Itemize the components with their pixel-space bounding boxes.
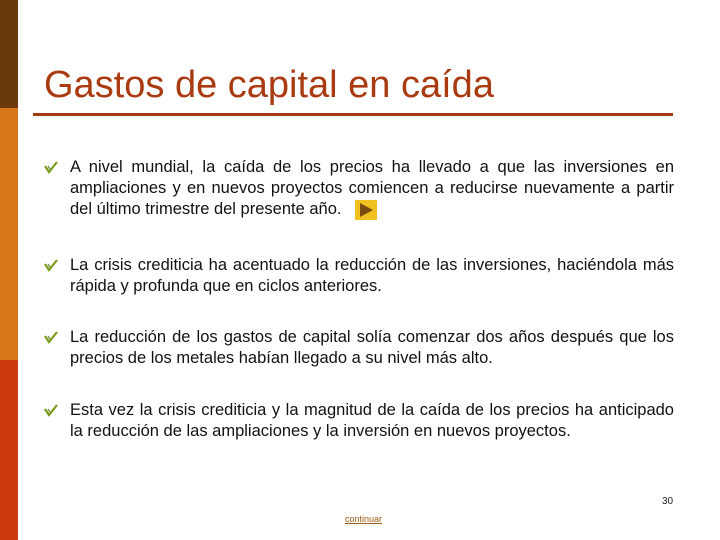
checkmark-bullet-icon xyxy=(44,330,58,344)
bullet-item xyxy=(44,400,674,442)
bullet-item xyxy=(44,157,674,220)
bullet-text: A nivel mundial, la caída de los precios ha llevado a que las inversiones en ampliaciones y en nuevos proyectos comiencen a reducirse nuevamente a partir del último trimestre del presente año. xyxy=(70,158,674,218)
sidebar-stripe xyxy=(0,0,18,540)
sidebar-segment-bottom xyxy=(0,360,18,540)
page-number: 30 xyxy=(662,496,674,507)
checkmark-bullet-icon xyxy=(44,160,58,174)
checkmark-bullet-icon xyxy=(44,258,58,272)
bullet-text: Esta vez la crisis crediticia y la magnitud de la caída de los precios ha anticipado la reducción de las ampliaciones y la inversión en nuevos proyectos. xyxy=(70,401,674,440)
continue-link[interactable]: continuar xyxy=(345,514,383,524)
bullet-text: La crisis crediticia ha acentuado la reducción de las inversiones, haciéndola más rápida y profunda que en ciclos anteriores. xyxy=(70,256,674,295)
sidebar-segment-middle xyxy=(0,108,18,360)
title-divider xyxy=(33,113,673,116)
play-icon[interactable] xyxy=(355,200,377,220)
checkmark-bullet-icon xyxy=(44,403,58,417)
sidebar-segment-top xyxy=(0,0,18,108)
slide-title: Gastos de capital en caída xyxy=(44,64,494,106)
bullet-item xyxy=(44,327,674,369)
bullet-text: La reducción de los gastos de capital solía comenzar dos años después que los precios de los metales habían llegado a su nivel más alto. xyxy=(70,328,674,367)
bullet-item xyxy=(44,255,674,297)
